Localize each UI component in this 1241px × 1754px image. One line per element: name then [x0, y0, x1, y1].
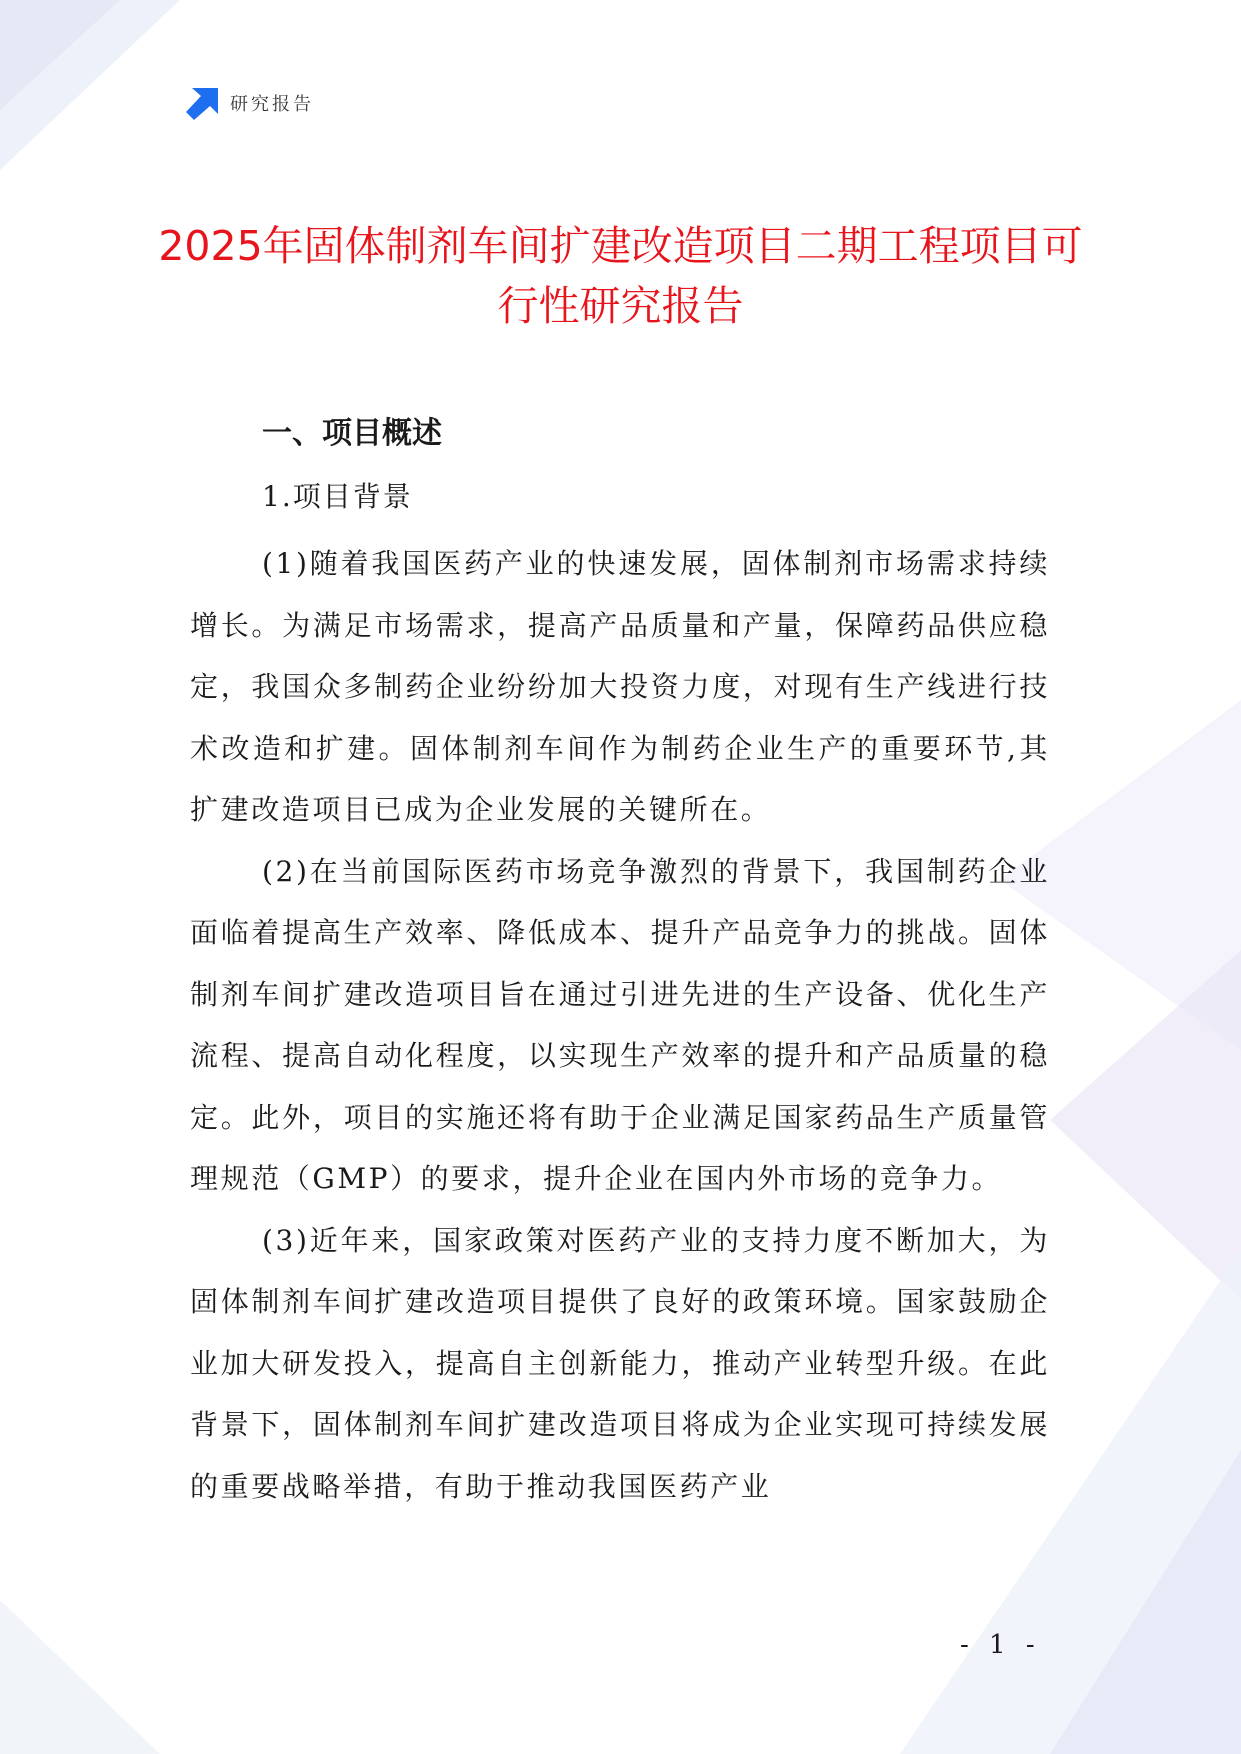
- document-body: [190, 415, 1050, 1517]
- header-label: 研究报告: [230, 94, 314, 115]
- document-title: 2025年固体制剂车间扩建改造项目二期工程项目可行性研究报告: [158, 222, 1083, 330]
- paragraph-1: (1)随着我国医药产业的快速发展，固体制剂市场需求持续增长。为满足市场需求，提高产品质量和产量，保障药品供应稳定，我国众多制药企业纷纷加大投资力度，对现有生产线进行技术改造和扩建。固体制剂车间作为制药企业生产的重要环节,其扩建改造项目已成为企业发展的关键所在。: [190, 547, 1050, 826]
- section-heading: 一、项目概述: [262, 416, 442, 451]
- arrow-up-right-icon: [186, 86, 220, 120]
- paragraph-3: (3)近年来，国家政策对医药产业的支持力度不断加大，为固体制剂车间扩建改造项目提供了良好的政策环境。国家鼓励企业加大研发投入，提高自主创新能力，推动产业转型升级。在此背景下，固体制剂车间扩建改造项目将成为企业实现可持续发展的重要战略举措，有助于推动我国医药产业: [190, 1223, 1050, 1503]
- report-header: [186, 86, 314, 120]
- subsection-heading: 1.项目背景: [262, 480, 413, 513]
- page-number: - 1 -: [960, 1630, 1041, 1660]
- paragraph-2: (2)在当前国际医药市场竞争激烈的背景下，我国制药企业面临着提高生产效率、降低成本、提升产品竞争力的挑战。固体制剂车间扩建改造项目旨在通过引进先进的生产设备、优化生产流程、提高自动化程度，以实现生产效率的提升和产品质量的稳定。此外，项目的实施还将有助于企业满足国家药品生产质量管理规范（GMP）的要求，提升企业在国内外市场的竞争力。: [190, 854, 1050, 1195]
